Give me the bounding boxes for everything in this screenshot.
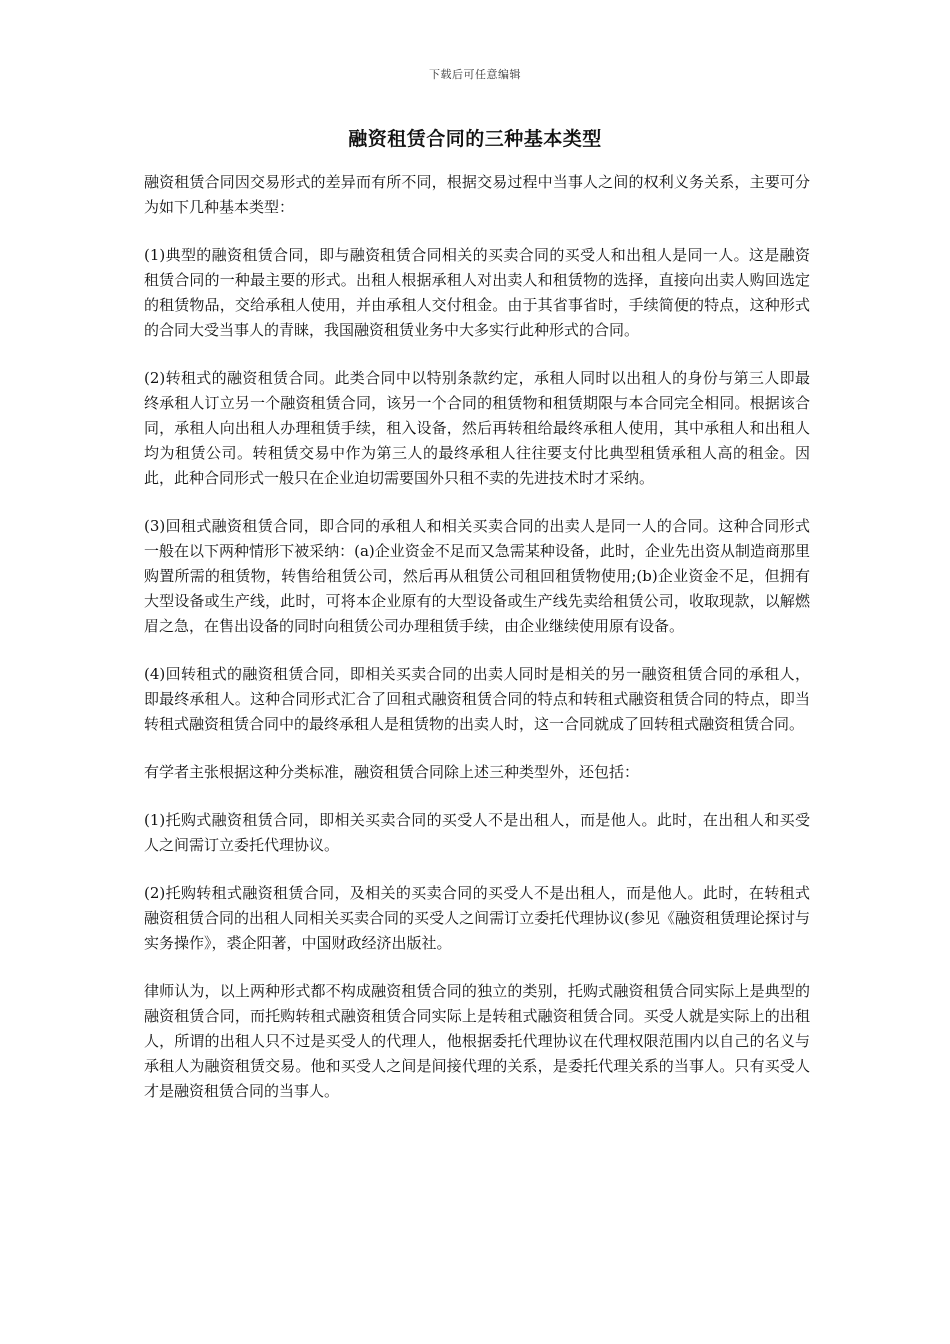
paragraph-type-2: (2)转租式的融资租赁合同。此类合同中以特别条款约定，承租人同时以出租人的身份与第三人即最终承租人订立另一个融资租赁合同，该另一个合同的租赁物和租赁期限与本合同完全相同。根据该合同，承租人向出租人办理租赁手续，租入设备，然后再转租给最终承租人使用，其中承租人和出租人均为租赁公司。转租赁交易中作为第三人的最终承租人往往要支付比典型租赁承租人高的租金。因此，此种合同形式一般只在企业迫切需要国外只租不卖的先进技术时才采纳。 [144,369,810,487]
paragraph-type-3: (3)回租式融资租赁合同，即合同的承租人和相关买卖合同的出卖人是同一人的合同。这种合同形式一般在以下两种情形下被采纳：(a)企业资金不足而又急需某种设备，此时，企业先出资从制造商那里购置所需的租赁物，转售给租赁公司，然后再从租赁公司租回租赁物使用;(b)企业资金不足，但拥有大型设备或生产线，此时，可将本企业原有的大型设备或生产线先卖给租赁公司，收取现款，以解燃眉之急，在售出设备的同时向租赁公司办理租赁手续，由企业继续使用原有设备。 [144,517,810,635]
page-header: 下载后可任意编辑 [429,68,521,81]
paragraph-type-4: (4)回转租式的融资租赁合同，即相关买卖合同的出卖人同时是相关的另一融资租赁合同的承租人，即最终承租人。这种合同形式汇合了回租式融资租赁合同的特点和转租式融资租赁合同的特点，即当转租式融资租赁合同中的最终承租人是租赁物的出卖人时，这一合同就成了回转租式融资租赁合同。 [144,665,810,733]
paragraph-intro: 融资租赁合同因交易形式的差异而有所不同，根据交易过程中当事人之间的权利义务关系，主要可分为如下几种基本类型： [144,173,810,216]
paragraph-scholar-view: 有学者主张根据这种分类标准，融资租赁合同除上述三种类型外，还包括： [144,763,640,781]
document-body [144,170,810,1127]
paragraph-type-1: (1)典型的融资租赁合同，即与融资租赁合同相关的买卖合同的买受人和出租人是同一人。这是融资租赁合同的一种最主要的形式。出租人根据承租人对出卖人和租赁物的选择，直接向出卖人购回选定的租赁物品，交给承租人使用，并由承租人交付租金。由于其省事省时，手续简便的特点，这种形式的合同大受当事人的青睐，我国融资租赁业务中大多实行此种形式的合同。 [144,246,810,339]
paragraph-lawyer-opinion: 律师认为，以上两种形式都不构成融资租赁合同的独立的类别，托购式融资租赁合同实际上是典型的融资租赁合同，而托购转租式融资租赁合同实际上是转租式融资租赁合同。买受人就是实际上的出租人，所谓的出租人只不过是买受人的代理人，他根据委托代理协议在代理权限范围内以自己的名义与承租人为融资租赁交易。他和买受人之间是间接代理的关系，是委托代理关系的当事人。只有买受人才是融资租赁合同的当事人。 [144,982,810,1100]
paragraph-extra-type-2: (2)托购转租式融资租赁合同，及相关的买卖合同的买受人不是出租人，而是他人。此时，在转租式融资租赁合同的出租人同相关买卖合同的买受人之间需订立委托代理协议(参见《融资租赁理论探讨与实务操作》，裘企阳著，中国财政经济出版社。 [144,884,810,952]
document-title: 融资租赁合同的三种基本类型 [348,128,602,150]
paragraph-extra-type-1: (1)托购式融资租赁合同，即相关买卖合同的买受人不是出租人，而是他人。此时，在出租人和买受人之间需订立委托代理协议。 [144,811,810,854]
